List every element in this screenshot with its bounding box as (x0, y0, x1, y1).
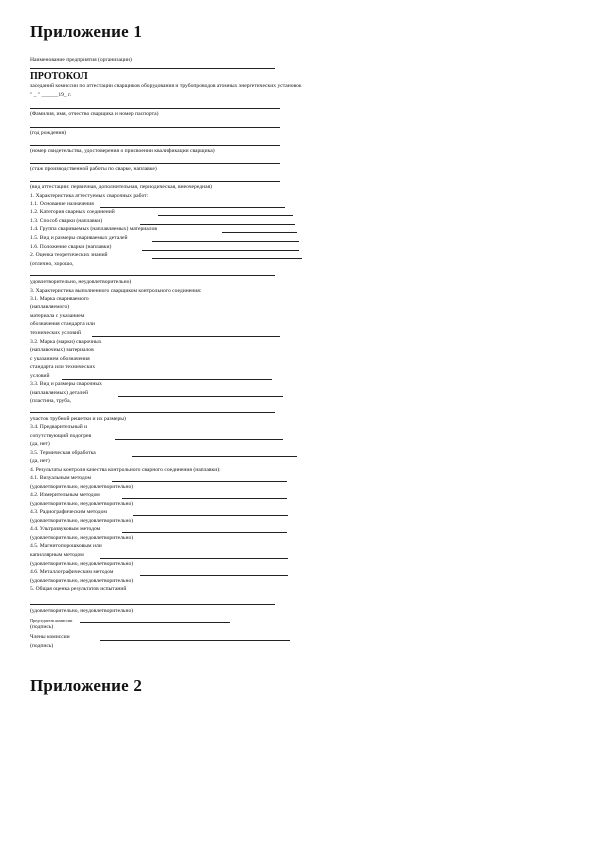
chair-underline (80, 622, 230, 623)
chair-label: Председатель комиссии (30, 618, 73, 623)
org-label: Наименование предприятия (организации) (30, 57, 132, 63)
cert-underline (30, 145, 280, 146)
grade-4-4: (удовлетворительно, неудовлетворительно) (30, 535, 134, 541)
item-1-1: 1.1. Основание назначения (30, 201, 94, 207)
org-underline (30, 68, 275, 69)
u-1-1 (100, 207, 285, 208)
section-5: 5. Общая оценка результатов испытаний (30, 586, 127, 592)
grade-5: (удовлетворительно, неудовлетворительно) (30, 608, 134, 614)
birth-underline (30, 127, 280, 128)
cert-label: (номер свидетельства, удостоверения о присвоении квалификации сварщика) (30, 148, 215, 154)
u-3-4 (115, 439, 283, 440)
member-sign: (подпись) (30, 643, 54, 649)
grade-4-6: (удовлетворительно, неудовлетворительно) (30, 578, 134, 584)
item-3-2-e: условий (30, 373, 50, 379)
u-5 (30, 604, 275, 605)
u-1-2 (158, 215, 293, 216)
item-3-2-b: (наплавочных) материалов (30, 347, 94, 353)
item-3-4-b: сопутствующий подогрев (30, 433, 92, 439)
section-2-note-2: удовлетворительно, неудовлетворительно) (30, 279, 132, 285)
u-1-5 (152, 241, 299, 242)
experience-label: (стаж производственной работы по сварке, наплавке) (30, 166, 157, 172)
u-4-2 (122, 498, 287, 499)
item-4-5-a: 4.5. Магнитопорошковым или (30, 543, 102, 549)
item-4-5-b: капиллярным методом (30, 552, 84, 558)
type-label: (вид аттестации: первичная, дополнительная, периодическая, внеочередная) (30, 184, 212, 190)
fio-underline (30, 108, 280, 109)
grade-4-2: (удовлетворительно, неудовлетворительно) (30, 501, 134, 507)
u-3-3 (118, 396, 283, 397)
item-3-1-d: обозначения стандарта или (30, 321, 95, 327)
item-3-2-a: 3.2. Марка (марки) сварочных (30, 339, 102, 345)
birth-label: (год рождения) (30, 130, 66, 136)
u-4-1 (112, 481, 287, 482)
item-3-1-e: технических условий (30, 330, 81, 336)
protocol-subtitle: заседаний комиссии по аттестации сварщиков оборудования и трубопроводов атомных энергетических установок (30, 83, 302, 89)
item-3-5-c: (да, нет) (30, 458, 50, 464)
member-underline (100, 640, 290, 641)
u-3-5 (132, 456, 297, 457)
u-4-5 (100, 558, 288, 559)
appendix-1-title: Приложение 1 (30, 22, 143, 41)
u-4-3 (133, 515, 288, 516)
item-3-3-b: (наплавляемых) деталей (30, 390, 88, 396)
item-4-3: 4.3. Радиографическим методом (30, 509, 107, 515)
item-3-1-b: (наплавляемого) (30, 304, 70, 310)
section-4: 4. Результаты контроля качества контрольного сварного соединения (наплавки): (30, 467, 221, 473)
section-1: 1. Характеристика аттестуемых сварочных работ: (30, 193, 149, 199)
protocol-title: ПРОТОКОЛ (30, 71, 88, 82)
u-3-3b (30, 412, 275, 413)
section-2-note: (отлично, хорошо, (30, 261, 74, 267)
type-underline (30, 181, 280, 182)
section-2: 2. Оценка теоретических знаний (30, 252, 108, 258)
u-1-3 (140, 224, 295, 225)
item-4-4: 4.4. Ультразвуковым методом (30, 526, 101, 532)
item-4-1: 4.1. Визуальным методом (30, 475, 91, 481)
member-label: Члены комиссии (30, 634, 70, 640)
item-4-6: 4.6. Металлографическим методом (30, 569, 114, 575)
item-4-2: 4.2. Измерительным методом (30, 492, 100, 498)
u-4-6 (140, 575, 288, 576)
item-1-2: 1.2. Категория сварных соединений (30, 209, 115, 215)
item-3-1-a: 3.1. Марка свариваемого (30, 296, 89, 302)
grade-4-3: (удовлетворительно, неудовлетворительно) (30, 518, 134, 524)
u-3-1 (92, 336, 280, 337)
item-3-3-a: 3.3. Вид и размеры сварочных (30, 381, 102, 387)
fio-label: (Фамилия, имя, отчество сварщика и номер паспорта) (30, 111, 159, 117)
item-3-5: 3.5. Термическая обработка (30, 450, 96, 456)
u-1-4 (222, 232, 297, 233)
item-3-1-c: материала с указанием (30, 313, 85, 319)
u-2 (152, 258, 302, 259)
item-3-4-a: 3.4. Предварительный и (30, 424, 88, 430)
u-2b (30, 275, 275, 276)
item-3-2-d: стандарта или технических (30, 364, 96, 370)
item-3-2-c: с указанием обозначения (30, 356, 90, 362)
item-3-3-d: участок трубной решетки и их размеры) (30, 416, 126, 422)
item-1-5: 1.5. Вид и размеры свариваемых деталей (30, 235, 128, 241)
u-1-6 (142, 250, 299, 251)
experience-underline (30, 163, 280, 164)
date-line: " _ " ______19_ г. (30, 92, 72, 98)
chair-sign: (подпись) (30, 624, 54, 630)
item-1-4: 1.4. Группа свариваемых (наплавляемых) материалов (30, 226, 158, 232)
grade-4-5: (удовлетворительно, неудовлетворительно) (30, 561, 134, 567)
item-1-3: 1.3. Способ сварки (наплавки) (30, 218, 103, 224)
item-3-4-c: (да, нет) (30, 441, 50, 447)
grade-4-1: (удовлетворительно, неудовлетворительно) (30, 484, 134, 490)
appendix-2-title: Приложение 2 (30, 676, 143, 695)
item-1-6: 1.6. Положение сварки (наплавки) (30, 244, 112, 250)
u-4-4 (122, 532, 287, 533)
u-3-2 (62, 379, 272, 380)
item-3-3-c: (пластина, труба, (30, 398, 72, 404)
section-3: 3. Характеристика выполненного сварщиком контрольного соединения: (30, 288, 202, 294)
